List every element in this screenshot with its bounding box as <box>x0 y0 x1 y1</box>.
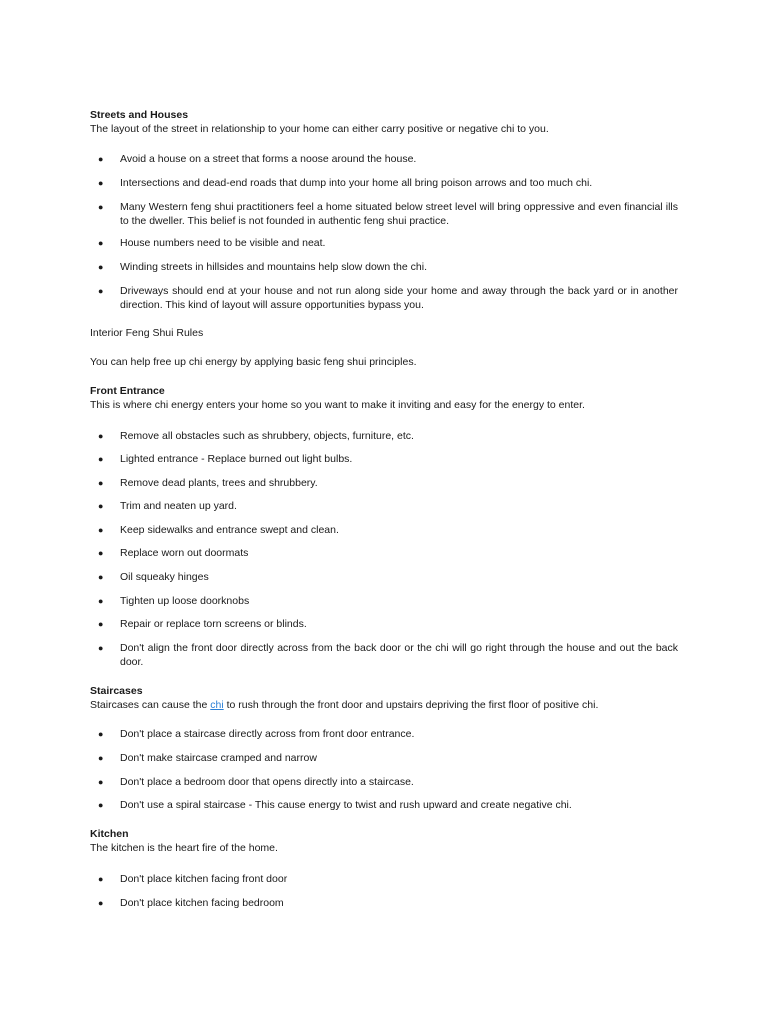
list-item: ● Tighten up loose doorknobs <box>98 595 250 607</box>
list-item: ● Remove all obstacles such as shrubbery, objects, furniture, etc. <box>98 430 414 442</box>
bullet-icon: ● <box>98 753 104 763</box>
bullet-icon: ● <box>98 501 104 511</box>
list-item: ● Many Western feng shui practitioners feel a home situated below street level will bring oppressive and even financial ills to the dweller. This belief is not founded in authentic feng shui practice. <box>98 201 678 227</box>
list-item: ● Don't align the front door directly across from the back door or the chi will go right through the house and out the back door. <box>98 642 678 668</box>
list-item: ● Don't place kitchen facing bedroom <box>98 897 284 909</box>
bullet-icon: ● <box>98 178 104 188</box>
bullet-icon: ● <box>98 619 104 629</box>
list-item: ● House numbers need to be visible and neat. <box>98 237 326 249</box>
bullet-icon: ● <box>98 154 104 164</box>
chi-link[interactable]: chi <box>210 699 224 711</box>
section-heading-front-entrance: Front Entrance <box>90 385 165 397</box>
section-intro-staircases: Staircases can cause the chi to rush through the front door and upstairs depriving the first floor of positive chi. <box>90 699 599 711</box>
list-item: ● Don't make staircase cramped and narrow <box>98 752 317 764</box>
bullet-icon: ● <box>98 478 104 488</box>
list-item: ● Replace worn out doormats <box>98 547 249 559</box>
list-item: ● Don't place kitchen facing front door <box>98 873 288 885</box>
bullet-icon: ● <box>98 548 104 558</box>
bullet-icon: ● <box>98 202 104 212</box>
bullet-icon: ● <box>98 643 104 653</box>
list-item: ● Avoid a house on a street that forms a noose around the house. <box>98 153 417 165</box>
section-heading-interior: Interior Feng Shui Rules <box>90 327 204 339</box>
list-item: ● Remove dead plants, trees and shrubbery. <box>98 477 318 489</box>
bullet-icon: ● <box>98 431 104 441</box>
list-item: ● Keep sidewalks and entrance swept and clean. <box>98 524 339 536</box>
list-item: ● Driveways should end at your house and not run along side your home and away through the back yard or in another direction. This kind of layout will assure opportunities bypass you. <box>98 285 678 311</box>
bullet-icon: ● <box>98 874 104 884</box>
bullet-icon: ● <box>98 898 104 908</box>
bullet-icon: ● <box>98 777 104 787</box>
bullet-icon: ● <box>98 525 104 535</box>
section-heading-staircases: Staircases <box>90 685 143 697</box>
section-intro-interior: You can help free up chi energy by applying basic feng shui principles. <box>90 356 417 368</box>
list-item: ● Don't use a spiral staircase - This cause energy to twist and rush upward and create negative chi. <box>98 799 572 811</box>
list-item: ● Winding streets in hillsides and mountains help slow down the chi. <box>98 261 427 273</box>
section-intro-streets: The layout of the street in relationship to your home can either carry positive or negative chi to you. <box>90 123 549 135</box>
bullet-icon: ● <box>98 286 104 296</box>
section-intro-front-entrance: This is where chi energy enters your home so you want to make it inviting and easy for the energy to enter. <box>90 399 585 411</box>
bullet-icon: ● <box>98 729 104 739</box>
list-item: ● Intersections and dead-end roads that dump into your home all bring poison arrows and too much chi. <box>98 177 593 189</box>
section-intro-kitchen: The kitchen is the heart fire of the home. <box>90 842 278 854</box>
list-item: ● Oil squeaky hinges <box>98 571 209 583</box>
bullet-icon: ● <box>98 596 104 606</box>
bullet-icon: ● <box>98 800 104 810</box>
list-item: ● Don't place a staircase directly across from front door entrance. <box>98 728 415 740</box>
bullet-icon: ● <box>98 572 104 582</box>
bullet-icon: ● <box>98 454 104 464</box>
bullet-icon: ● <box>98 262 104 272</box>
list-item: ● Trim and neaten up yard. <box>98 500 237 512</box>
section-heading-streets: Streets and Houses <box>90 109 189 121</box>
list-item: ● Don't place a bedroom door that opens directly into a staircase. <box>98 776 414 788</box>
list-item: ● Lighted entrance - Replace burned out light bulbs. <box>98 453 353 465</box>
bullet-icon: ● <box>98 238 104 248</box>
list-item: ● Repair or replace torn screens or blinds. <box>98 618 307 630</box>
section-heading-kitchen: Kitchen <box>90 828 129 840</box>
